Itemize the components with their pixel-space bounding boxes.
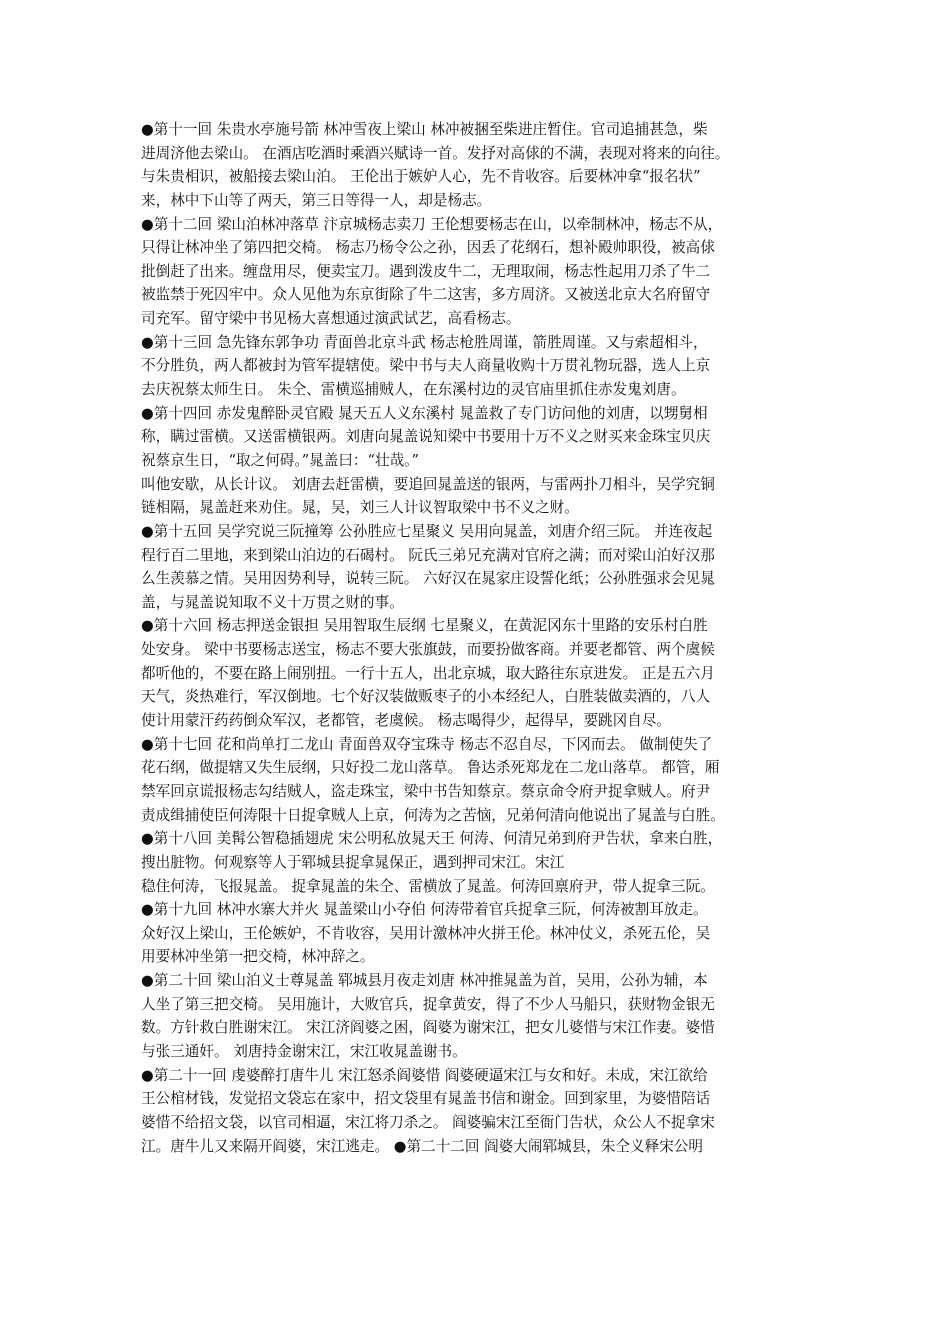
text-line: ●第二十回 梁山泊义士尊晁盖 郓城县月夜走刘唐 林冲推晁盖为首，吴用，公孙为辅，本 [141,972,708,990]
text-line: 叫他安歇，从长计议。 刘唐去赶雷横，要追回晁盖送的银两，与雷两扑刀相斗，吴学究铜 [141,475,715,493]
text-line: 都听他的，不要在路上闹别扭。一行十五人，出北京城，取大路往东京进发。 正是五六月 [141,664,715,682]
text-line: 天气，炎热难行，军汉倒地。七个好汉装做贩枣子的小本经纪人，白胜装做卖酒的，八人 [141,688,711,706]
text-line: 去庆祝蔡太师生日。 朱仝、雷横巡捕贼人，在东溪村边的灵官庙里抓住赤发鬼刘唐。 [141,381,686,399]
text-line: ●第十六回 杨志押送金银担 吴用智取生辰纲 七星聚义，在黄泥冈东十里路的安乐村白胜 [141,617,708,635]
document-body [141,118,809,1158]
text-line: 称，瞒过雷横。又送雷横银两。刘唐向晁盖说知梁中书要用十万不义之财买来金珠宝贝庆 [141,428,711,446]
text-line: 禁军回京谎报杨志勾结贼人，盗走珠宝，梁中书告知蔡京。蔡京命令府尹捉拿贼人。府尹 [141,782,711,800]
text-line: 王公棺材钱，发觉招文袋忘在家中，招文袋里有晁盖书信和谢金。回到家里，为婆惜陪话 [141,1090,711,1108]
text-line: 使计用蒙汗药药倒众军汉，老都管，老虞候。 杨志喝得少，起得早，要跳冈自尽。 [141,712,672,730]
text-line: 责成缉捕使臣何涛限十日捉拿贼人上京，何涛为之苦恼，兄弟何清向他说出了晁盖与白胜。 [141,806,725,824]
text-line: 众好汉上梁山，王伦嫉妒，不肯收容，吴用计激林冲火拼王伦。林冲仗义，杀死五伦，吴 [141,924,711,942]
text-line: 链相隔，晁盖赶来劝住。晁，吴，刘三人计议智取梁中书不义之财。 [141,499,579,517]
text-line: ●第十二回 梁山泊林冲落草 汴京城杨志卖刀 王伦想要杨志在山，以牵制林冲，杨志不从， [141,215,723,233]
text-line: 江。唐牛儿又来隔开阎婆，宋江逃走。 ●第二十二回 阎婆大闹郓城县，朱仝义释宋公明 [141,1137,703,1155]
text-line: 搜出脏物。何观察等人于郓城县捉拿晁保正，遇到押司宋江。宋江 [141,853,565,871]
text-line: 用要林冲坐第一把交椅，林冲辞之。 [141,948,375,966]
text-line: ●第二十一回 虔婆醉打唐牛儿 宋江怒杀阎婆惜 阎婆硬逼宋江与女和好。未成，宋江欲给 [141,1066,708,1084]
text-line: ●第十五回 吴学究说三阮撞筹 公孙胜应七星聚义 吴用向晁盖，刘唐介绍三阮。 并连夜起 [141,522,713,540]
text-line: 被监禁于死囚牢中。众人见他为东京街除了牛二这害，多方周济。又被送北京大名府留守 [141,286,711,304]
text-line: 祝蔡京生日，“取之何碍。”晁盖曰：“壮哉。” [141,451,419,469]
text-line: ●第十一回 朱贵水亭施号箭 林冲雪夜上梁山 林冲被捆至柴进庄暂住。官司追捕甚急，柴 [141,121,708,138]
text-line: 只得让林冲坐了第四把交椅。 杨志乃杨令公之孙，因丢了花纲石，想补殿帅职役，被高俅 [141,239,715,257]
text-line: 处安身。 梁中书要杨志送宝，杨志不要大张旗鼓，而要扮做客商。并要老都管、两个虞候 [141,641,715,659]
text-line: 进周济他去梁山。 在酒店吃酒时乘酒兴赋诗一首。发抒对高俅的不满，表现对将来的向往。 [141,144,730,162]
text-line: 程行百二里地，来到梁山泊边的石碣村。 阮氏三弟兄充满对官府之满；而对梁山泊好汉那 [141,546,715,564]
text-line: 人坐了第三把交椅。 吴用施计，大败官兵，捉拿黄安，得了不少人马船只，获财物金银无 [141,995,715,1013]
text-line: ●第十四回 赤发鬼醉卧灵官殿 晁天五人义东溪村 晁盖救了专门访问他的刘唐，以甥舅相 [141,404,708,422]
text-line: 与张三通奸。 刘唐持金谢宋江，宋江收晁盖谢书。 [141,1042,467,1060]
text-line: ●第十九回 林冲水寨大并火 晁盖梁山小夺伯 何涛带着官兵捉拿三阮，何涛被割耳放走。 [141,901,708,919]
text-line: 数。方针救白胜谢宋江。 宋江济阎婆之困，阎婆为谢宋江，把女儿婆惜与宋江作妻。婆惜 [141,1019,715,1037]
text-line: 来，林中下山等了两天，第三日等得一人，却是杨志。 [141,191,492,209]
text-line: 不分胜负，两人都被封为管军提辖使。梁中书与夫人商量收购十万贯礼物玩器，选人上京 [141,357,711,375]
text-line: 与朱贵相识，被船接去梁山泊。 王伦出于嫉妒人心，先不肯收容。后要林冲拿“报名状” [141,168,701,186]
text-line: 司充军。留守梁中书见杨大喜想通过演武试艺，高看杨志。 [141,310,521,328]
text-line: 稳住何涛，飞报晁盖。 捉拿晁盖的朱仝、雷横放了晁盖。何涛回禀府尹，带人捉拿三阮。 [141,877,715,895]
text-line: 么生羡慕之情。吴用因势利导，说转三阮。 六好汉在晁家庄设誓化纸；公孙胜强求会见晁 [141,570,715,588]
text-line: 批倒赶了出来。缠盘用尽，便卖宝刀。遇到泼皮牛二，无理取闹，杨志性起用刀杀了牛二 [141,262,711,280]
text-line: ●第十七回 花和尚单打二龙山 青面兽双夺宝珠寺 杨志不忍自尽，下冈而去。 做制使失了 [141,735,713,753]
text-line: 花石纲，做提辖又失生辰纲，只好投二龙山落草。 鲁达杀死郑龙在二龙山落草。 都管，厢 [141,759,720,777]
text-line: ●第十三回 急先锋东郭争功 青面兽北京斗武 杨志枪胜周谨，箭胜周谨。又与索超相斗， [141,333,708,351]
text-line: 婆惜不给招文袋，以官司相逼，宋江将刀杀之。 阎婆骗宋江至衙门告状，众公人不捉拿宋 [141,1113,715,1131]
text-line: ●第十八回 美髯公智稳插翅虎 宋公明私放晁天王 何涛、何清兄弟到府尹告状，拿来白胜， [141,830,723,848]
text-line: 盖，与晁盖说知取不义十万贯之财的事。 [141,593,404,611]
